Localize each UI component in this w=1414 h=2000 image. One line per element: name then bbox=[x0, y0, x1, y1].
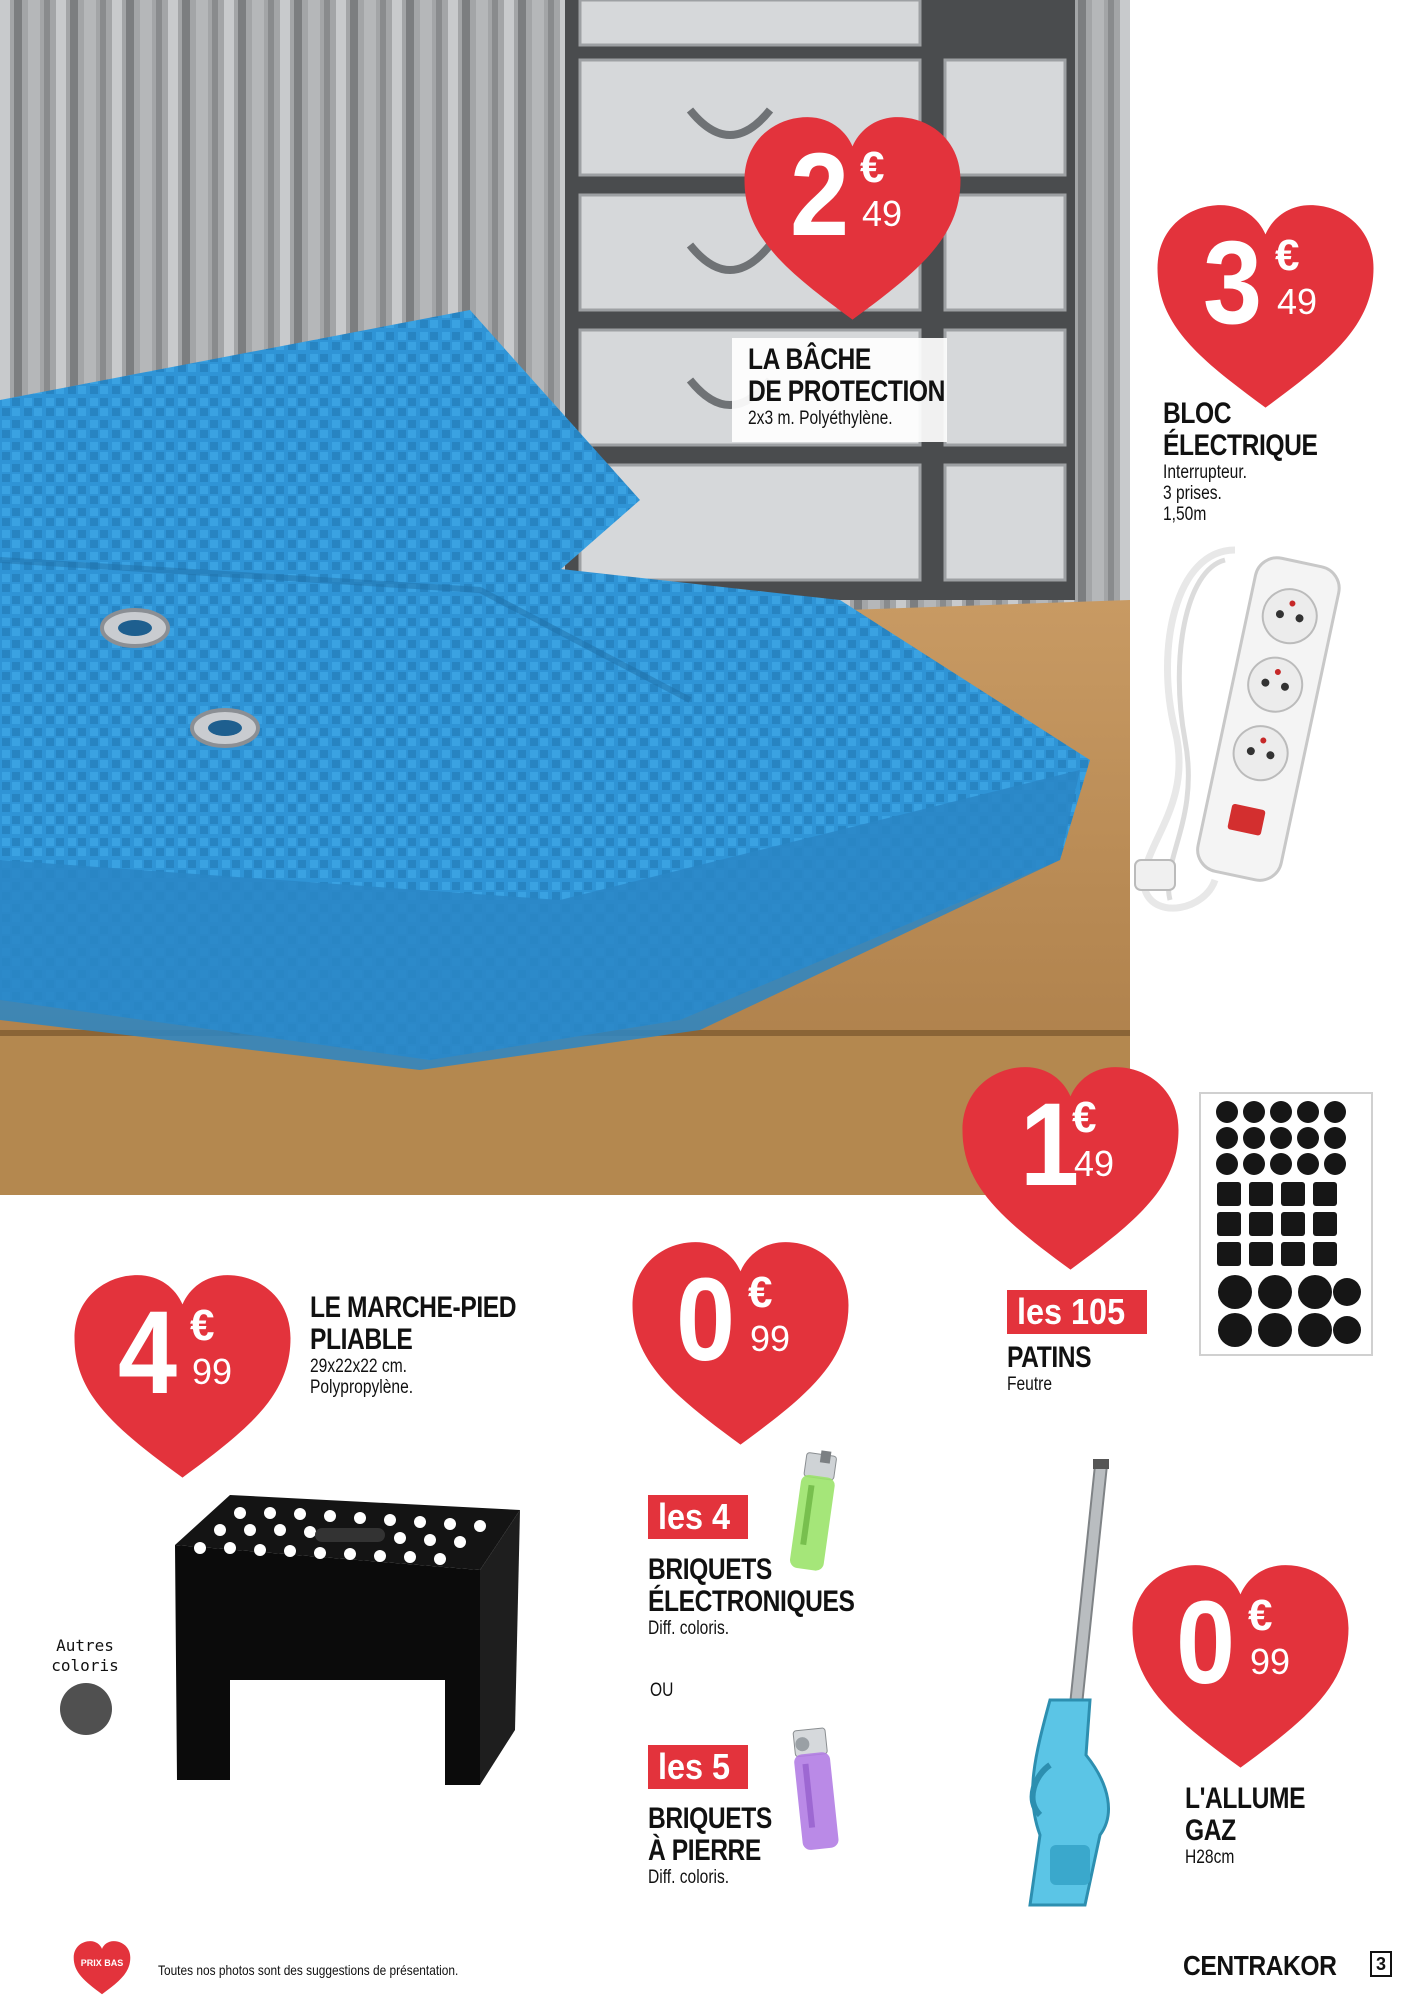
bloc-desc-line1: Interrupteur. bbox=[1163, 462, 1248, 483]
marchepied-text bbox=[310, 1292, 561, 1398]
euro-sign: € bbox=[1275, 231, 1300, 280]
price-integer: 0 bbox=[676, 1254, 730, 1386]
briquets-electroniques-title-line1: BRIQUETS bbox=[648, 1553, 772, 1586]
euro-sign: € bbox=[190, 1301, 215, 1350]
patins-price-heart bbox=[958, 1062, 1183, 1277]
other-colors-label bbox=[50, 1636, 120, 1676]
brand-logo: CENTRAKOR bbox=[1183, 1950, 1337, 1981]
briquets-electroniques-title-line2: ÉLECTRONIQUES bbox=[648, 1585, 855, 1618]
price-integer: 2 bbox=[790, 129, 844, 261]
marchepied-desc-line2: Polypropylène. bbox=[310, 1377, 414, 1398]
patins-quantity: les 105 bbox=[1017, 1291, 1126, 1332]
euro-sign: € bbox=[1072, 1093, 1097, 1142]
page-number: 3 bbox=[1370, 1951, 1392, 1977]
euro-sign: € bbox=[1248, 1591, 1273, 1640]
felt-pads-image bbox=[1197, 1090, 1375, 1358]
briquets-price-heart bbox=[628, 1237, 853, 1452]
briquets-electroniques-quantity: les 4 bbox=[658, 1496, 731, 1537]
allume-gaz-description: H28cm bbox=[1185, 1847, 1235, 1868]
marchepied-desc-line1: 29x22x22 cm. bbox=[310, 1356, 408, 1377]
marchepied-title-line1: LE MARCHE-PIED bbox=[310, 1291, 517, 1324]
bloc-desc-line2: 3 prises. bbox=[1163, 483, 1222, 504]
price-cents: 99 bbox=[1250, 1641, 1291, 1682]
allume-gaz-text bbox=[1185, 1783, 1331, 1868]
marchepied-title-line2: PLIABLE bbox=[310, 1323, 413, 1356]
power-strip-image bbox=[1115, 530, 1345, 930]
allume-gaz-title-line1: L'ALLUME bbox=[1185, 1782, 1306, 1815]
patins-title: PATINS bbox=[1007, 1341, 1092, 1374]
other-colors-line2: coloris bbox=[51, 1656, 119, 1675]
briquets-electroniques-description: Diff. coloris. bbox=[648, 1618, 730, 1639]
other-colors-line1: Autres bbox=[56, 1636, 114, 1655]
price-cents: 99 bbox=[192, 1351, 233, 1392]
briquets-electroniques-quantity-tag bbox=[648, 1495, 748, 1539]
or-separator: OU bbox=[650, 1680, 674, 1701]
price-cents: 49 bbox=[1074, 1143, 1115, 1184]
price-cents: 49 bbox=[1277, 281, 1318, 322]
price-cents: 49 bbox=[862, 193, 903, 234]
briquets-pierre-text bbox=[648, 1803, 799, 1888]
briquets-pierre-description: Diff. coloris. bbox=[648, 1867, 730, 1888]
patins-description: Feutre bbox=[1007, 1374, 1053, 1395]
briquets-pierre-quantity: les 5 bbox=[658, 1746, 731, 1787]
price-integer: 0 bbox=[1176, 1577, 1230, 1709]
allume-gaz-price-heart bbox=[1128, 1560, 1353, 1775]
price-cents: 99 bbox=[750, 1318, 791, 1359]
purple-lighter-image bbox=[785, 1723, 847, 1853]
patins-text bbox=[1007, 1342, 1110, 1395]
bache-label-box bbox=[732, 338, 947, 442]
briquets-electroniques-text bbox=[648, 1554, 900, 1639]
footer-disclaimer: Toutes nos photos sont des suggestions de présentation. bbox=[158, 1962, 459, 1978]
briquets-pierre-quantity-tag bbox=[648, 1745, 748, 1789]
bache-title-line1: LA BÂCHE bbox=[748, 343, 871, 376]
prix-bas-logo-text: PRIX BAS bbox=[80, 1958, 124, 1968]
bloc-title-line1: BLOC bbox=[1163, 397, 1232, 430]
price-integer: 4 bbox=[118, 1287, 172, 1419]
bache-description: 2x3 m. Polyéthylène. bbox=[748, 408, 893, 429]
bloc-price-heart bbox=[1153, 200, 1378, 415]
briquets-pierre-title-line1: BRIQUETS bbox=[648, 1802, 772, 1835]
gas-lighter-image bbox=[990, 1455, 1150, 1915]
bache-title-line2: DE PROTECTION bbox=[748, 375, 945, 408]
price-integer: 3 bbox=[1203, 217, 1257, 349]
marchepied-price-heart bbox=[70, 1270, 295, 1485]
folding-stool-image bbox=[155, 1480, 545, 1795]
allume-gaz-title-line2: GAZ bbox=[1185, 1814, 1236, 1847]
briquets-pierre-title-line2: À PIERRE bbox=[648, 1834, 761, 1867]
price-integer: 1 bbox=[1020, 1079, 1074, 1211]
prix-bas-logo bbox=[72, 1940, 132, 1996]
bloc-title-line2: ÉLECTRIQUE bbox=[1163, 429, 1318, 462]
bloc-text bbox=[1163, 398, 1351, 525]
euro-sign: € bbox=[748, 1268, 773, 1317]
bloc-desc-line3: 1,50m bbox=[1163, 504, 1207, 525]
bache-price-heart bbox=[740, 112, 965, 327]
patins-quantity-tag bbox=[1007, 1290, 1147, 1334]
color-swatch-grey[interactable] bbox=[60, 1683, 112, 1735]
green-lighter-image bbox=[785, 1448, 845, 1574]
euro-sign: € bbox=[860, 143, 885, 192]
